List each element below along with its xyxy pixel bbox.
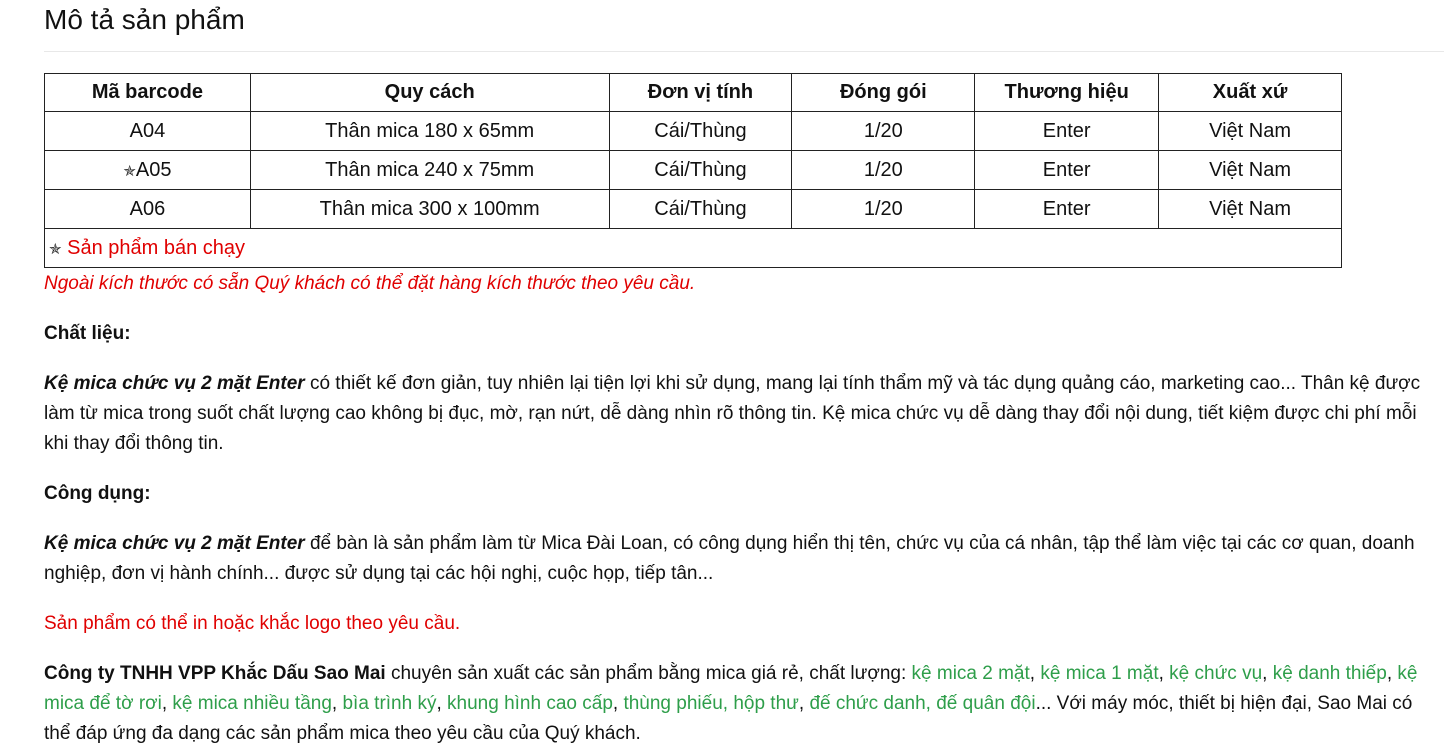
usage-paragraph: [44, 529, 1439, 589]
link-ke-mica-nhieu-tang[interactable]: kệ mica nhiều tầng: [172, 693, 332, 714]
cell-barcode: A06: [45, 190, 251, 229]
star-icon: ✯: [49, 240, 62, 258]
cell-brand: Enter: [975, 112, 1159, 151]
custom-size-note: Ngoài kích thước có sẵn Quý khách có thể đặt hàng kích thước theo yêu cầu.: [44, 273, 696, 294]
best-seller-label: Sản phẩm bán chạy: [67, 236, 246, 259]
link-ke-mica-1-mat[interactable]: kệ mica 1 mặt: [1040, 663, 1159, 684]
material-paragraph: [44, 369, 1439, 459]
usage-heading: Công dụng:: [44, 483, 151, 504]
link-thung-phieu-hop-thu[interactable]: thùng phiếu, hộp thư: [623, 693, 799, 714]
cell-unit: Cái/Thùng: [609, 112, 792, 151]
link-separator: ,: [1386, 663, 1398, 684]
table-header-row: [45, 74, 1342, 112]
header-pack: Đóng gói: [792, 74, 975, 112]
link-ke-mica-de-to-roi[interactable]: kệ mica để tờ rơi: [44, 663, 1418, 714]
link-separator: ,: [161, 693, 173, 714]
company-name: Công ty TNHH VPP Khắc Dấu Sao Mai: [44, 663, 386, 684]
table-row: [45, 151, 1342, 190]
link-ke-chuc-vu[interactable]: kệ chức vụ: [1169, 663, 1263, 684]
table-row: [45, 112, 1342, 151]
cell-pack: 1/20: [792, 112, 975, 151]
page-title: Mô tả sản phẩm: [44, 4, 245, 35]
usage-text: để bàn là sản phẩm làm từ Mica Đài Loan, có công dụng hiển thị tên, chức vụ của cá nhân, tập thể làm việc tại các cơ quan, doanh nghiệp, đơn vị hành chính... được sử dụng tại các hội nghị, cuộc họp, tiếp tân...: [44, 533, 1415, 584]
spec-table: [44, 73, 1342, 268]
link-separator: ,: [1262, 663, 1273, 684]
link-separator: ,: [1029, 663, 1041, 684]
cell-barcode: A04: [45, 112, 251, 151]
material-product-name: Kệ mica chức vụ 2 mặt Enter: [44, 373, 305, 394]
link-separator: ,: [798, 693, 810, 714]
table-row: [45, 190, 1342, 229]
company-paragraph: [44, 659, 1439, 749]
cell-unit: Cái/Thùng: [609, 190, 792, 229]
link-de-chuc-danh-de-quan-doi[interactable]: đế chức danh, đế quân đội: [809, 693, 1036, 714]
logo-note: Sản phẩm có thể in hoặc khắc logo theo yêu cầu.: [44, 613, 461, 634]
cell-origin: Việt Nam: [1159, 112, 1342, 151]
link-separator: ,: [1158, 663, 1170, 684]
cell-origin: Việt Nam: [1159, 151, 1342, 190]
barcode-value: A05: [135, 158, 172, 181]
cell-brand: Enter: [975, 190, 1159, 229]
usage-product-name: Kệ mica chức vụ 2 mặt Enter: [44, 533, 305, 554]
best-seller-note: [45, 229, 1342, 268]
cell-brand: Enter: [975, 151, 1159, 190]
table-note-row: [45, 229, 1342, 268]
cell-origin: Việt Nam: [1159, 190, 1342, 229]
cell-pack: 1/20: [792, 190, 975, 229]
company-outro: ... Với máy móc, thiết bị hiện đại, Sao Mai có thể đáp ứng đa dạng các sản phẩm mica theo yêu cầu của Quý khách.: [44, 693, 1413, 744]
link-separator: ,: [436, 693, 448, 714]
link-ke-danh-thiep[interactable]: kệ danh thiếp: [1272, 663, 1387, 684]
link-ke-mica-2-mat[interactable]: kệ mica 2 mặt: [911, 663, 1030, 684]
link-khung-hinh-cao-cap[interactable]: khung hình cao cấp: [447, 693, 613, 714]
header-unit: Đơn vị tính: [609, 74, 792, 112]
cell-pack: 1/20: [792, 151, 975, 190]
title-divider: [44, 51, 1444, 52]
company-intro: chuyên sản xuất các sản phẩm bằng mica giá rẻ, chất lượng:: [385, 663, 912, 684]
cell-unit: Cái/Thùng: [609, 151, 792, 190]
material-heading: Chất liệu:: [44, 323, 131, 344]
material-text: có thiết kế đơn giản, tuy nhiên lại tiện lợi khi sử dụng, mang lại tính thẩm mỹ và tác dụng quảng cáo, marketing cao... Thân kệ được làm từ mica trong suốt chất lượng cao không bị đục, mờ, rạn nứt, dễ dàng nhìn rõ thông tin. Kệ mica chức vụ dễ dàng thay đổi nội dung, tiết kiệm được chi phí mỗi khi thay đổi thông tin.: [44, 373, 1421, 454]
cell-spec: Thân mica 180 x 65mm: [250, 112, 609, 151]
header-brand: Thương hiệu: [975, 74, 1159, 112]
header-barcode: Mã barcode: [45, 74, 251, 112]
cell-spec: Thân mica 240 x 75mm: [250, 151, 609, 190]
cell-spec: Thân mica 300 x 100mm: [250, 190, 609, 229]
link-bia-trinh-ky[interactable]: bìa trình ký: [342, 693, 437, 714]
cell-barcode: [45, 151, 251, 190]
link-separator: ,: [612, 693, 624, 714]
header-spec: Quy cách: [250, 74, 609, 112]
star-icon: ✯: [123, 162, 136, 180]
header-origin: Xuất xứ: [1159, 74, 1342, 112]
link-separator: ,: [331, 693, 343, 714]
